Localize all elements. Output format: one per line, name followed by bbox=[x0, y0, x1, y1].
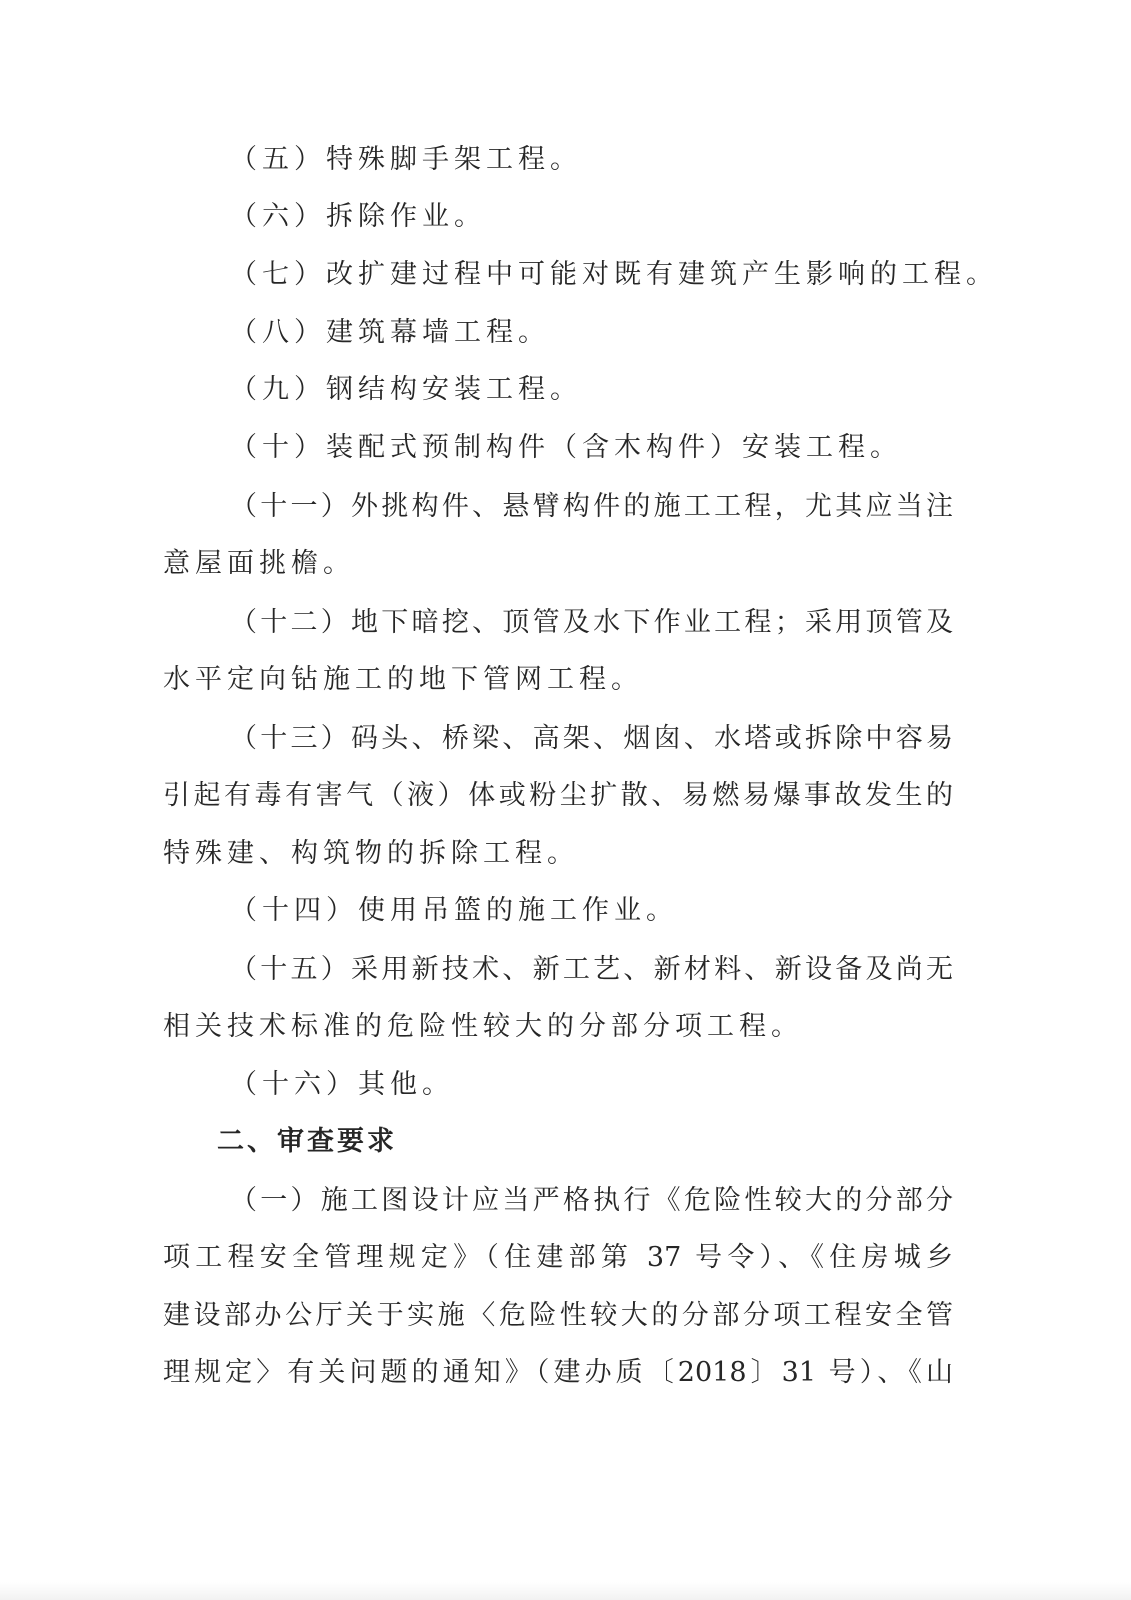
review-item-1-line-3: 建设部办公厅关于实施〈危险性较大的分部分项工程安全管 bbox=[163, 1300, 953, 1331]
item-11-line-2: 意屋面挑檐。 bbox=[163, 548, 355, 579]
review-item-1-line-2: 项工程安全管理规定》（住建部第 37 号令）、《住房城乡 bbox=[163, 1242, 953, 1273]
section-heading-review-requirements: 二、审查要求 bbox=[217, 1126, 397, 1157]
item-13-line-2: 引起有毒有害气（液）体或粉尘扩散、易燃易爆事故发生的 bbox=[163, 780, 953, 811]
item-8: （八）建筑幕墙工程。 bbox=[230, 317, 550, 348]
item-11-line-1: （十一）外挑构件、悬臂构件的施工工程，尤其应当注 bbox=[230, 491, 953, 522]
item-13-line-3: 特殊建、构筑物的拆除工程。 bbox=[163, 838, 579, 869]
item-14: （十四）使用吊篮的施工作业。 bbox=[230, 895, 678, 926]
item-10: （十）装配式预制构件（含木构件）安装工程。 bbox=[230, 432, 902, 463]
item-6: （六）拆除作业。 bbox=[230, 201, 486, 232]
item-5: （五）特殊脚手架工程。 bbox=[230, 144, 582, 175]
item-9: （九）钢结构安装工程。 bbox=[230, 374, 582, 405]
item-12-line-1: （十二）地下暗挖、顶管及水下作业工程；采用顶管及 bbox=[230, 607, 953, 638]
item-12-line-2: 水平定向钻施工的地下管网工程。 bbox=[163, 664, 643, 695]
item-15-line-2: 相关技术标准的危险性较大的分部分项工程。 bbox=[163, 1011, 803, 1042]
item-7: （七）改扩建过程中可能对既有建筑产生影响的工程。 bbox=[230, 259, 998, 290]
scan-shadow bbox=[0, 1582, 1131, 1600]
review-item-1-line-4: 理规定〉有关问题的通知》（建办质〔2018〕31 号）、《山 bbox=[163, 1357, 953, 1388]
item-16: （十六）其他。 bbox=[230, 1069, 454, 1100]
item-13-line-1: （十三）码头、桥梁、高架、烟囱、水塔或拆除中容易 bbox=[230, 723, 953, 754]
review-item-1-line-1: （一）施工图设计应当严格执行《危险性较大的分部分 bbox=[230, 1185, 953, 1216]
item-15-line-1: （十五）采用新技术、新工艺、新材料、新设备及尚无 bbox=[230, 954, 953, 985]
